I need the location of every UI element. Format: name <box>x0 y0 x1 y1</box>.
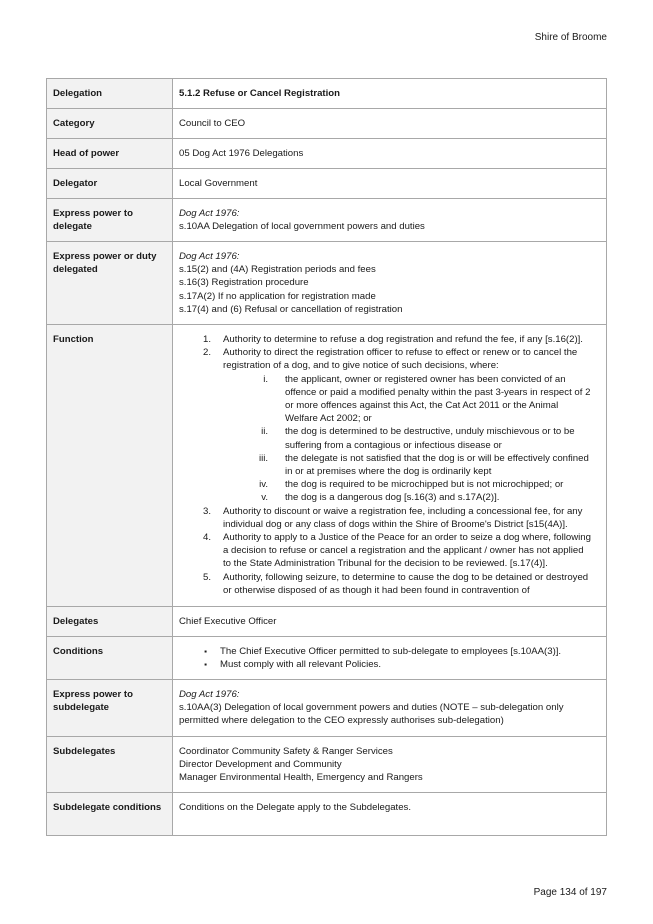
row-head-of-power <box>47 139 607 169</box>
label-conditions: Conditions <box>47 637 173 680</box>
value-express-power-to-subdelegate: Dog Act 1976: s.10AA(3) Delegation of local government powers and duties (NOTE – sub-delegation only permitted where delegation to the CEO expressly authorises sub-delegation) <box>173 680 607 737</box>
function-subitem-ii: ii. the dog is determined to be destructive, unduly mischievous or to be suffering from a contagious or infectious disease or <box>261 426 575 451</box>
value-function <box>173 325 607 607</box>
row-express-power-to-delegate <box>47 199 607 242</box>
label-subdelegates: Subdelegates <box>47 737 173 793</box>
function-subitem-iv: iv. the dog is required to be microchipped but is not microchipped; or <box>259 479 564 491</box>
value-delegates: Chief Executive Officer <box>173 607 607 637</box>
row-category <box>47 109 607 139</box>
label-express-power-or-duty-delegated: Express power or duty delegated <box>47 242 173 325</box>
row-function <box>47 325 607 607</box>
function-item-5: 5. Authority, following seizure, to determine to cause the dog to be detained or destroyed or otherwise disposed of as though it had been found in contravention of <box>202 571 589 596</box>
value-category: Council to CEO <box>173 109 607 139</box>
value-head-of-power: 05 Dog Act 1976 Delegations <box>173 139 607 169</box>
label-function: Function <box>47 325 173 607</box>
act-name: Dog Act 1976: <box>179 208 240 219</box>
condition-item: ▪ Must comply with all relevant Policies. <box>179 658 600 671</box>
row-subdelegates <box>47 737 607 793</box>
value-conditions <box>173 637 607 680</box>
bullet-icon: ▪ <box>204 647 207 656</box>
page-header: Shire of Broome <box>534 32 607 43</box>
value-delegator: Local Government <box>173 169 607 199</box>
value-subdelegates: Coordinator Community Safety & Ranger Services Director Development and Community Manager Environmental Health, Emergency and Rangers <box>173 737 607 793</box>
function-item-2: 2. Authority to direct the registration officer to refuse to effect or renew or to cancel the registration of a dog, and to give notice of such decisions, where: <box>202 347 578 372</box>
function-subitem-iii: iii. the delegate is not satisfied that the dog is or will be effectively confined in or at premises where the dog is ordinarily kept <box>258 452 589 478</box>
label-subdelegate-conditions: Subdelegate conditions <box>47 793 173 836</box>
value-delegation: 5.1.2 Refuse or Cancel Registration <box>173 79 607 109</box>
row-conditions <box>47 637 607 680</box>
delegation-table <box>46 78 607 836</box>
label-delegation: Delegation <box>47 79 173 109</box>
label-head-of-power: Head of power <box>47 139 173 169</box>
value-express-power-or-duty-delegated: Dog Act 1976: s.15(2) and (4A) Registration periods and fees s.16(3) Registration procedure s.17A(2) If no application for registration made s.17(4) and (6) Refusal or cancellation of registration <box>173 242 607 325</box>
row-delegation <box>47 79 607 109</box>
function-item-1: 1. Authority to determine to refuse a dog registration and refund the fee, if any [s.16(2)]. <box>202 334 583 345</box>
label-delegator: Delegator <box>47 169 173 199</box>
row-delegator <box>47 169 607 199</box>
condition-item: ▪ The Chief Executive Officer permitted to sub-delegate to employees [s.10AA(3)]. <box>179 645 600 658</box>
act-name: Dog Act 1976: <box>179 251 240 262</box>
label-category: Category <box>47 109 173 139</box>
function-item-4: 4. Authority to apply to a Justice of the Peace for an order to seize a dog where, following a decision to refuse or cancel a registration and the applicant / owner has not applied to the State Administration Tribunal for the decision to be reviewed. [s.17(4)]. <box>202 532 591 570</box>
act-name: Dog Act 1976: <box>179 689 240 700</box>
bullet-icon: ▪ <box>204 660 207 670</box>
value-express-power-to-delegate: Dog Act 1976: s.10AA Delegation of local government powers and duties <box>173 199 607 242</box>
row-express-power-or-duty-delegated <box>47 242 607 325</box>
label-express-power-to-subdelegate: Express power to subdelegate <box>47 680 173 737</box>
row-express-power-to-subdelegate <box>47 680 607 737</box>
page-number: Page 134 of 197 <box>533 887 607 898</box>
function-subitem-v: v. the dog is a dangerous dog [s.16(3) and s.17A(2)]. <box>261 492 500 504</box>
label-delegates: Delegates <box>47 607 173 637</box>
value-subdelegate-conditions: Conditions on the Delegate apply to the Subdelegates. <box>173 793 607 836</box>
function-item-3: 3. Authority to discount or waive a registration fee, including a concessional fee, for any individual dog or any class of dogs within the Shire of Broome's District [s15(4A)]. <box>202 505 583 530</box>
row-delegates <box>47 607 607 637</box>
row-subdelegate-conditions <box>47 793 607 836</box>
function-subitem-i: i. the applicant, owner or registered owner has been convicted of an offence or paid a modified penalty within the past 3-years in respect of 2 or more offences against this Act, the Cat Act 2011 or the Animal Welfare Act 2002; or <box>263 373 591 425</box>
label-express-power-to-delegate: Express power to delegate <box>47 199 173 242</box>
